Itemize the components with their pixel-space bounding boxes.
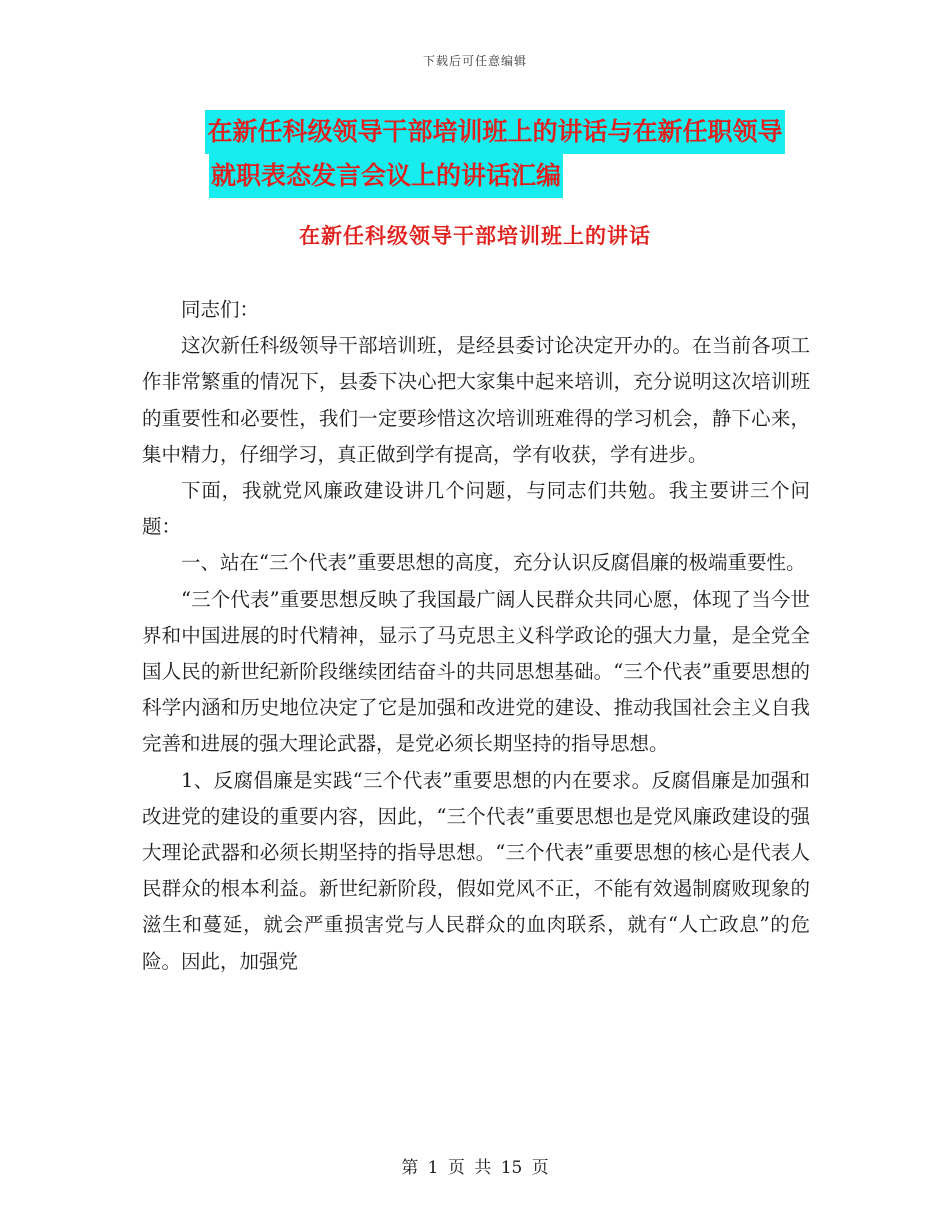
document-title-line-2: 就职表态发言会议上的讲话汇编 xyxy=(209,154,563,198)
page-number: 第 1 页 共 15 页 xyxy=(401,1158,549,1178)
body-paragraph: “三个代表”重要思想反映了我国最广阔人民群众共同心愿，体现了当今世界和中国进展的时代精神，显示了马克思主义科学政论的强大力量，是全党全国人民的新世纪新阶段继续团结奋斗的共同思想基础。“三个代表”重要思想的科学内涵和历史地位决定了它是加强和改进党的建设、推动我国社会主义自我完善和进展的强大理论武器，是党必须长期坚持的指导思想。 xyxy=(142,587,810,756)
document-body xyxy=(142,292,810,980)
document-title-line-1: 在新任科级领导干部培训班上的讲话与在新任职领导 xyxy=(205,110,784,154)
section-heading-paragraph: 一、站在“三个代表”重要思想的高度，充分认识反腐倡廉的极端重要性。 xyxy=(181,551,806,575)
page-header-note: 下载后可任意编辑 xyxy=(422,54,527,68)
body-paragraph: 1、反腐倡廉是实践“三个代表”重要思想的内在要求。反腐倡廉是加强和改进党的建设的重要内容，因此，“三个代表”重要思想也是党风廉政建设的强大理论武器和必须长期坚持的指导思想。“三个代表”重要思想的核心是代表人民群众的根本利益。新世纪新阶段，假如党风不正，不能有效遏制腐败现象的滋生和蔓延，就会严重损害党与人民群众的血肉联系，就有“人亡政息”的危险。因此，加强党 xyxy=(142,768,810,973)
body-paragraph: 下面，我就党风廉政建设讲几个问题，与同志们共勉。我主要讲三个问题： xyxy=(142,479,810,539)
salutation-paragraph: 同志们： xyxy=(181,298,260,321)
body-paragraph: 这次新任科级领导干部培训班，是经县委讨论决定开办的。在当前各项工作非常繁重的情况下，县委下决心把大家集中起来培训，充分说明这次培训班的重要性和必要性，我们一定要珍惜这次培训班难得的学习机会，静下心来，集中精力，仔细学习，真正做到学有提高，学有收获，学有进步。 xyxy=(142,334,810,466)
document-title xyxy=(0,110,950,198)
section-title: 在新任科级领导干部培训班上的讲话 xyxy=(299,224,651,248)
